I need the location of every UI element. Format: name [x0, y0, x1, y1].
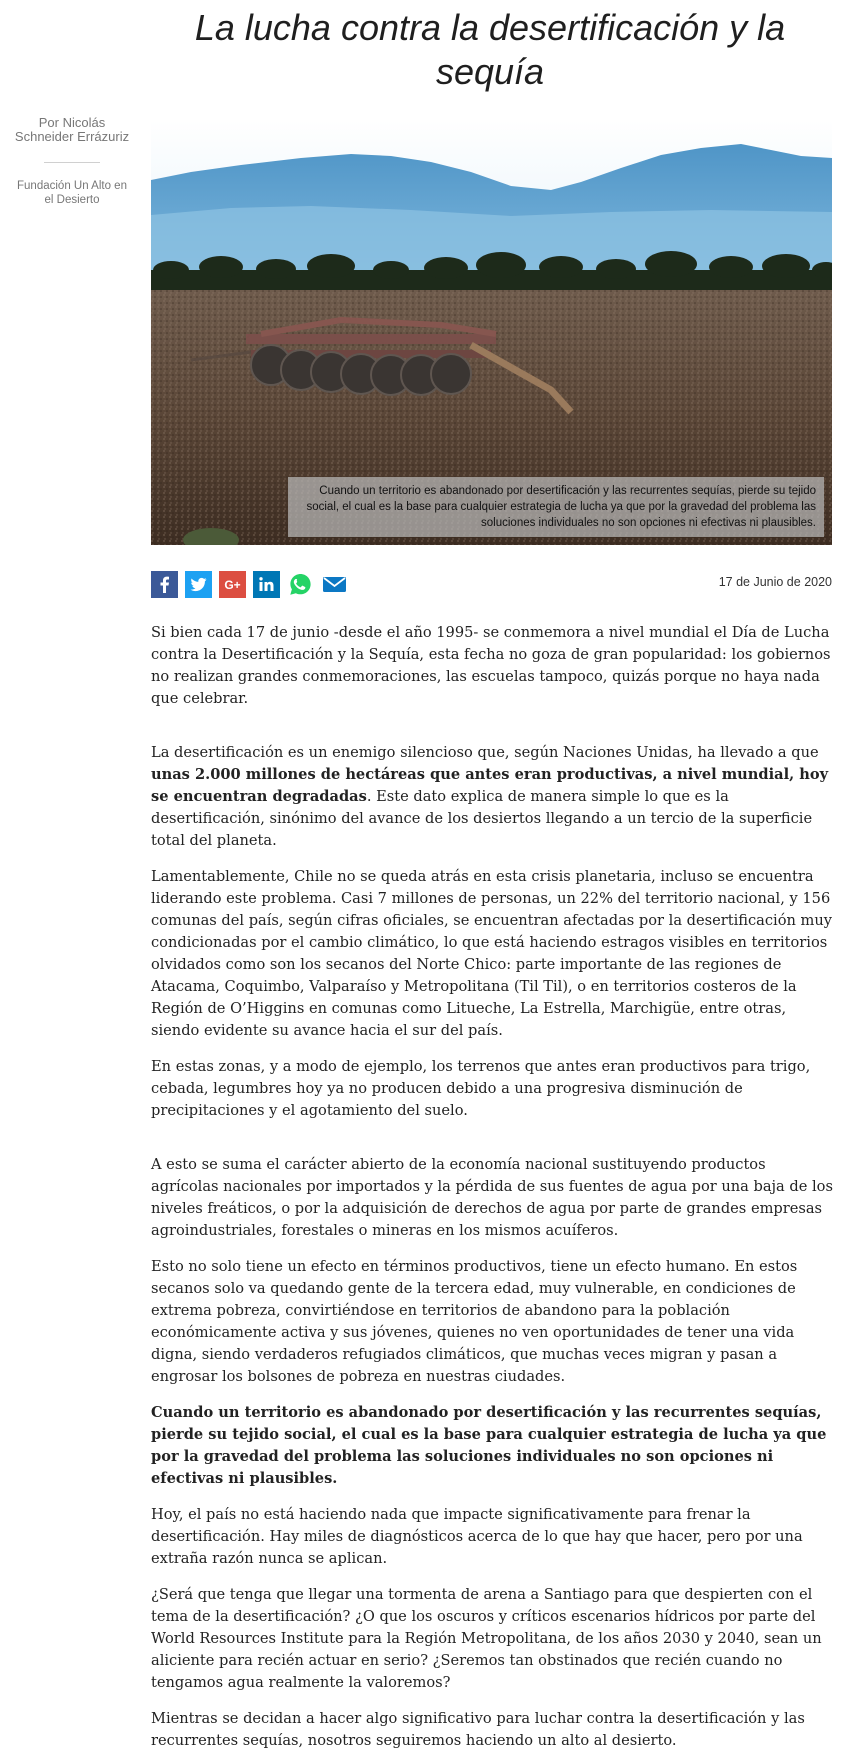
article-paragraph-3: Lamentablemente, Chile no se queda atrás en esta crisis planetaria, incluso se encuentra liderando este problema. Casi 7 millones de personas, un 22% del territorio nacional, y 156 comunas del país, según cifras oficiales, se encuentran afectadas por la desertificación muy condicionadas por el cambio climático, lo que está haciendo estragos visibles en territorios olvidados como son los secanos del Norte Chico: parte importante de las regiones de Atacama, Coquimbo, Valparaíso y Metropolitana (Til Til), o en territorios costeros de la Región de O’Higgins en comunas como Litueche, La Estrella, Marchigüe, entre otras, siendo evidente su avance hacia el sur del país.: [151, 868, 833, 1039]
author-organization: Fundación Un Alto en el Desierto: [17, 180, 127, 206]
sidebar-divider: [44, 162, 100, 163]
whatsapp-icon: [287, 571, 314, 598]
article-highlight: unas 2.000 millones de hectáreas que antes eran productivas, a nivel mundial, hoy se encuentran degradadas: [151, 766, 829, 805]
article-paragraph-1: Si bien cada 17 de junio -desde el año 1995- se conmemora a nivel mundial el Día de Lucha contra la Desertificación y la Sequía, esta fecha no goza de gran popularidad: los gobiernos no realizan grandes conmemoraciones, las escuelas tampoco, quizás porque no haya nada que celebrar.: [151, 624, 831, 707]
article-paragraph-8: Hoy, el país no está haciendo nada que impacte significativamente para frenar la desertificación. Hay miles de diagnósticos acerca de lo que hay que hacer, pero por una extraña razón nunca se aplican.: [151, 1506, 803, 1567]
article-paragraph-5: A esto se suma el carácter abierto de la economía nacional sustituyendo productos agrícolas nacionales por importados y la pérdida de sus fuentes de agua por una baja de los niveles freáticos, o por la adquisición de derechos de agua por parte de grandes empresas agroindustriales, forestales o mineras en los mismos acuíferos.: [151, 1156, 833, 1239]
email-icon: [321, 571, 348, 598]
article-paragraph-6: Esto no solo tiene un efecto en términos productivos, tiene un efecto humano. En estos secanos solo va quedando gente de la tercera edad, muy vulnerable, en condiciones de extrema pobreza, convirtiéndose en territorios de abandono para la población económicamente activa y sus jóvenes, quienes no ven oportunidades de tener una vida digna, siendo verdaderos refugiados climáticos, que muchas veces migran y pasan a engrosar los bolsones de pobreza en nuestras ciudades.: [151, 1258, 798, 1385]
linkedin-share-button[interactable]: [253, 571, 280, 598]
article-paragraph-4: En estas zonas, y a modo de ejemplo, los terrenos que antes eran productivos para trigo, cebada, legumbres hoy ya no producen debido a una progresiva disminución de precipitaciones y el agotamiento del suelo.: [151, 1058, 811, 1119]
article-paragraph-9: ¿Será que tenga que llegar una tormenta de arena a Santiago para que despierten con el tema de la desertificación? ¿O que los oscuros y críticos escenarios hídricos por parte del World Resources Institute para la Región Metropolitana, de los años 2030 y 2040, sean un aliciente para recién actuar en serio? ¿Seremos tan obstinados que recién cuando no tengamos agua realmente la valoremos?: [151, 1586, 822, 1691]
facebook-icon: [151, 571, 178, 598]
article-body: [151, 622, 835, 1752]
google-plus-share-button[interactable]: [219, 571, 246, 598]
page-title: La lucha contra la desertificación y la sequía: [194, 7, 786, 92]
share-buttons: [151, 571, 348, 598]
article-paragraph-2: La desertificación es un enemigo silencioso que, según Naciones Unidas, ha llevado a que unas 2.000 millones de hectáreas que antes eran productivas, a nivel mundial, hoy se encuentran degradadas. Este dato explica de manera simple lo que es la desertificación, sinónimo del avance de los desiertos llegando a un tercio de la superficie total del planeta.: [151, 744, 829, 849]
twitter-icon: [185, 571, 212, 598]
hero-caption: Cuando un territorio es abandonado por desertificación y las recurrentes sequías, pierde su tejido social, el cual es la base para cualquier estrategia de lucha ya que por la gravedad del problema las soluciones individuales no son opciones ni efectivas ni plausibles.: [288, 477, 824, 537]
publish-date: 17 de Junio de 2020: [718, 575, 832, 589]
twitter-share-button[interactable]: [185, 571, 212, 598]
facebook-share-button[interactable]: [151, 571, 178, 598]
author-sidebar: [12, 116, 132, 207]
email-share-button[interactable]: [321, 571, 348, 598]
author-name[interactable]: Por Nicolás Schneider Errázuriz: [14, 115, 130, 144]
hero-image: [151, 120, 832, 545]
linkedin-icon: [253, 571, 280, 598]
article-paragraph-10: Mientras se decidan a hacer algo significativo para luchar contra la desertificación y las recurrentes sequías, nosotros seguiremos haciendo un alto al desierto.: [151, 1710, 805, 1749]
svg-text:G+: G+: [224, 578, 241, 592]
article-pull-quote: Cuando un territorio es abandonado por desertificación y las recurrentes sequías, pierde su tejido social, el cual es la base para cualquier estrategia de lucha ya que por la gravedad del problema las soluciones individuales no son opciones ni efectivas ni plausibles.: [151, 1404, 827, 1487]
google-plus-icon: [219, 571, 246, 598]
whatsapp-share-button[interactable]: [287, 571, 314, 598]
